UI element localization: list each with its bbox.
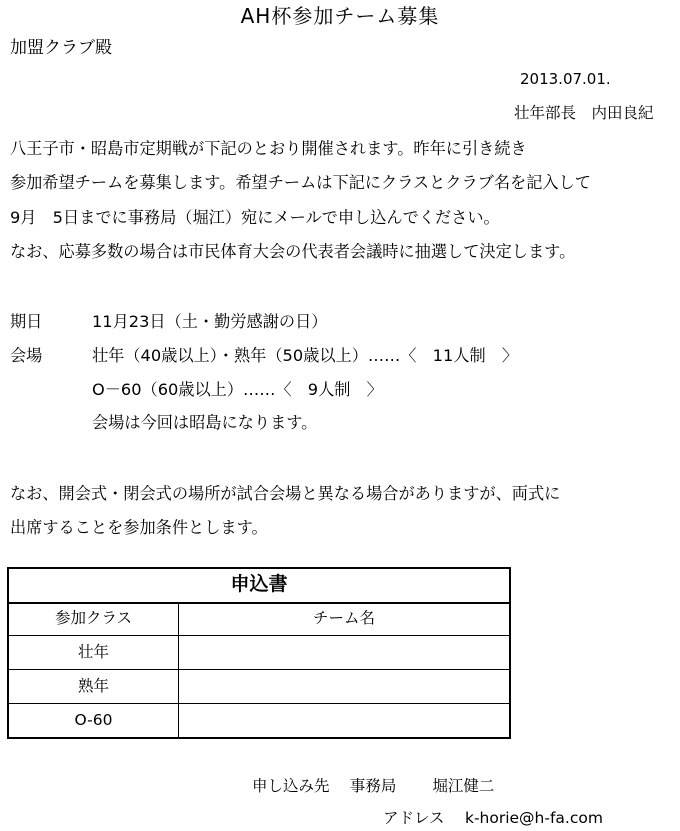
date-value: 11月23日（土・勤労感謝の日）: [92, 312, 328, 331]
addressee: 加盟クラブ殿: [10, 38, 112, 58]
issue-date: 2013.07.01.: [520, 70, 611, 88]
body-line: なお、応募多数の場合は市民体育大会の代表者会議時に抽選して決定します。: [10, 242, 576, 261]
venue-label: 会場: [10, 346, 43, 365]
team-name-cell[interactable]: [179, 704, 509, 737]
date-label: 期日: [10, 312, 43, 331]
team-name-cell[interactable]: [179, 636, 509, 669]
table-row: [9, 636, 509, 670]
venue-line: O－60（60歳以上）……〈 9人制 〉: [92, 380, 383, 399]
application-form: [7, 567, 511, 739]
class-cell: 熟年: [9, 670, 179, 703]
form-header-row: [9, 602, 509, 636]
note-line: なお、開会式・閉会式の場所が試合会場と異なる場合がありますが、両式に: [10, 484, 561, 503]
document-title: AH杯参加チーム募集: [240, 4, 440, 28]
header-class: 参加クラス: [9, 602, 179, 635]
header-team: チーム名: [312, 609, 375, 627]
class-cell: O-60: [9, 704, 179, 737]
sender: 壮年部長 内田良紀: [514, 104, 654, 122]
class-cell: 壮年: [9, 636, 179, 669]
table-row: [9, 670, 509, 704]
contact-email[interactable]: アドレス k-horie@h-fa.com: [383, 809, 603, 827]
contact-office: 申し込み先 事務局 堀江健二: [252, 777, 495, 795]
table-row: [9, 704, 509, 737]
form-title: 申込書: [9, 569, 509, 604]
note-line: 出席することを参加条件とします。: [10, 518, 268, 537]
body-line: 八王子市・昭島市定期戦が下記のとおり開催されます。昨年に引き続き: [10, 139, 527, 158]
body-line: 参加希望チームを募集します。希望チームは下記にクラスとクラブ名を記入して: [10, 173, 591, 192]
body-line: 9月 5日までに事務局（堀江）宛にメールで申し込んでください。: [10, 208, 500, 227]
venue-line: 会場は今回は昭島になります。: [92, 413, 318, 432]
team-name-cell[interactable]: [179, 670, 509, 703]
venue-line: 壮年（40歳以上）・熟年（50歳以上）……〈 11人制 〉: [92, 346, 519, 365]
